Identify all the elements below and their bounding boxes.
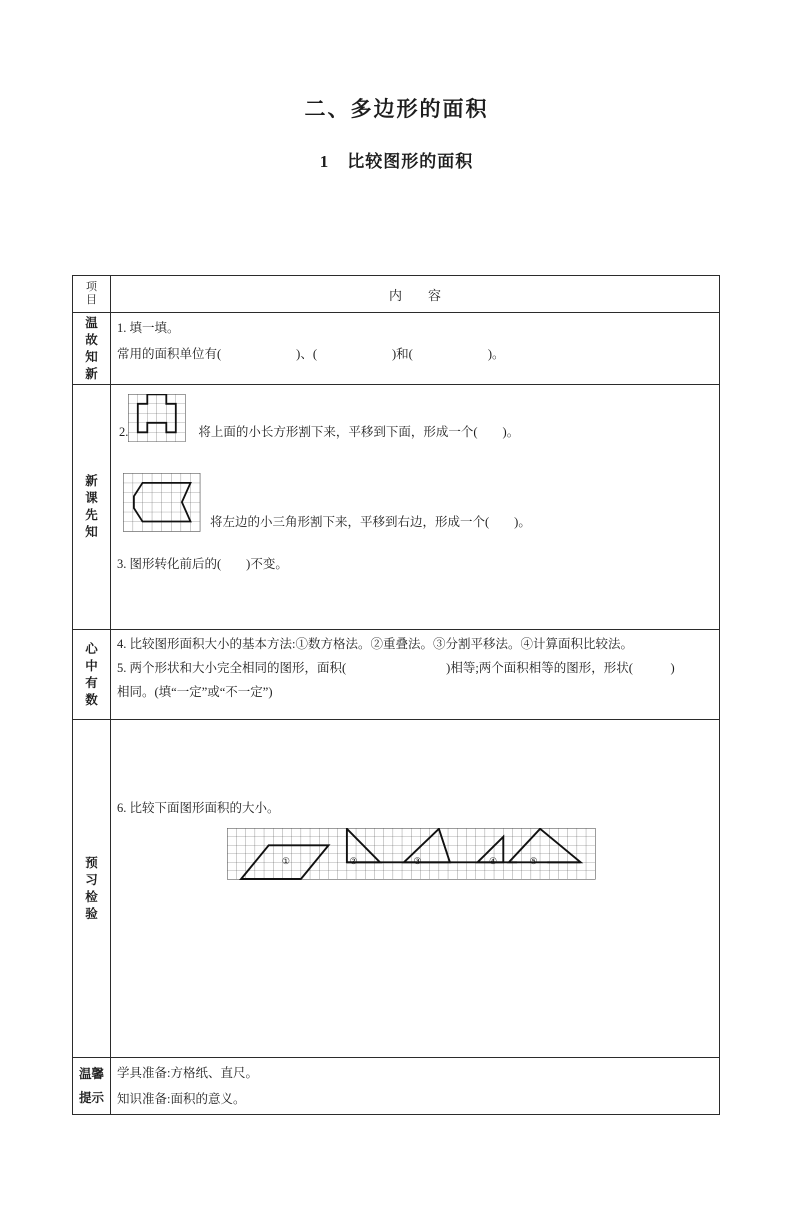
tips-content-cell: [111, 1058, 719, 1114]
review-row: [73, 312, 719, 384]
know-label: 心中有数: [85, 641, 98, 707]
figure-2-label: ②: [349, 856, 358, 866]
know-content-cell: [111, 630, 719, 719]
page-subtitle: 1 比较图形的面积: [319, 152, 474, 171]
grid-background: [129, 394, 186, 442]
preview-row: [73, 384, 719, 629]
question-5-line1: 5. 两个形状和大小完全相同的图形，面积( )相等;两个面积相等的图形，形状( ): [117, 661, 675, 675]
question-1: 1. 填一填。: [117, 321, 180, 335]
preview-label: 新课先知: [85, 474, 98, 539]
tips-line-2: 知识准备:面积的意义。: [117, 1092, 246, 1106]
question-6: 6. 比较下面图形面积的大小。: [117, 801, 280, 815]
tips-row: [73, 1057, 719, 1114]
figure-1-label: ①: [281, 856, 290, 866]
figure-4-label: ④: [488, 856, 498, 866]
question-2b-block: [117, 473, 713, 532]
question-5-line2: 相同。(填“一定”或“不一定”): [117, 685, 273, 699]
question-2b-caption: 将左边的小三角形割下来，平移到右边，形成一个( )。: [210, 515, 531, 529]
question-2-caption: 将上面的小长方形割下来，平移到下面，形成一个( )。: [198, 425, 520, 439]
question-2-block: [117, 394, 713, 442]
preview-content-cell: [111, 385, 719, 629]
question-3: 3. 图形转化前后的( )不变。: [117, 557, 288, 571]
header-project-label: 项目: [86, 281, 97, 306]
review-content-cell: [111, 313, 719, 384]
question-4: 4. 比较图形面积大小的基本方法:①数方格法。②重叠法。③分割平移法。④计算面积比较法。: [117, 637, 633, 651]
test-content-cell: [111, 720, 719, 1057]
know-label-cell: [73, 630, 111, 719]
know-row: [73, 629, 719, 719]
grid-background: [227, 828, 595, 879]
test-label-cell: [73, 720, 111, 1057]
grid-figure-rectangle-cut: [128, 394, 186, 442]
question-1-blanks: 常用的面积单位有( )、( )和( )。: [117, 347, 505, 361]
question-2-number: 2.: [119, 425, 129, 439]
preview-label-cell: [73, 385, 111, 629]
test-row: [73, 719, 719, 1057]
header-project-cell: [73, 276, 111, 312]
grid-figure-triangle-cut: [123, 473, 201, 532]
grid-strip-five-figures: [227, 828, 596, 880]
tips-label: 温馨提示: [78, 1067, 104, 1105]
header-content-label: 内 容: [388, 287, 441, 303]
test-label: 预习检验: [85, 855, 98, 921]
tips-label-cell: [73, 1058, 111, 1114]
review-label: 温故知新: [85, 315, 98, 381]
tips-line-1: 学具准备:方格纸、直尺。: [117, 1066, 258, 1080]
worksheet-table: [72, 275, 720, 1115]
header-content-cell: [111, 276, 719, 312]
review-label-cell: [73, 313, 111, 384]
figure-5-label: ⑤: [529, 856, 538, 866]
figure-3-label: ③: [413, 856, 422, 866]
page-title: 二、多边形的面积: [304, 97, 489, 121]
table-header-row: [73, 276, 719, 312]
